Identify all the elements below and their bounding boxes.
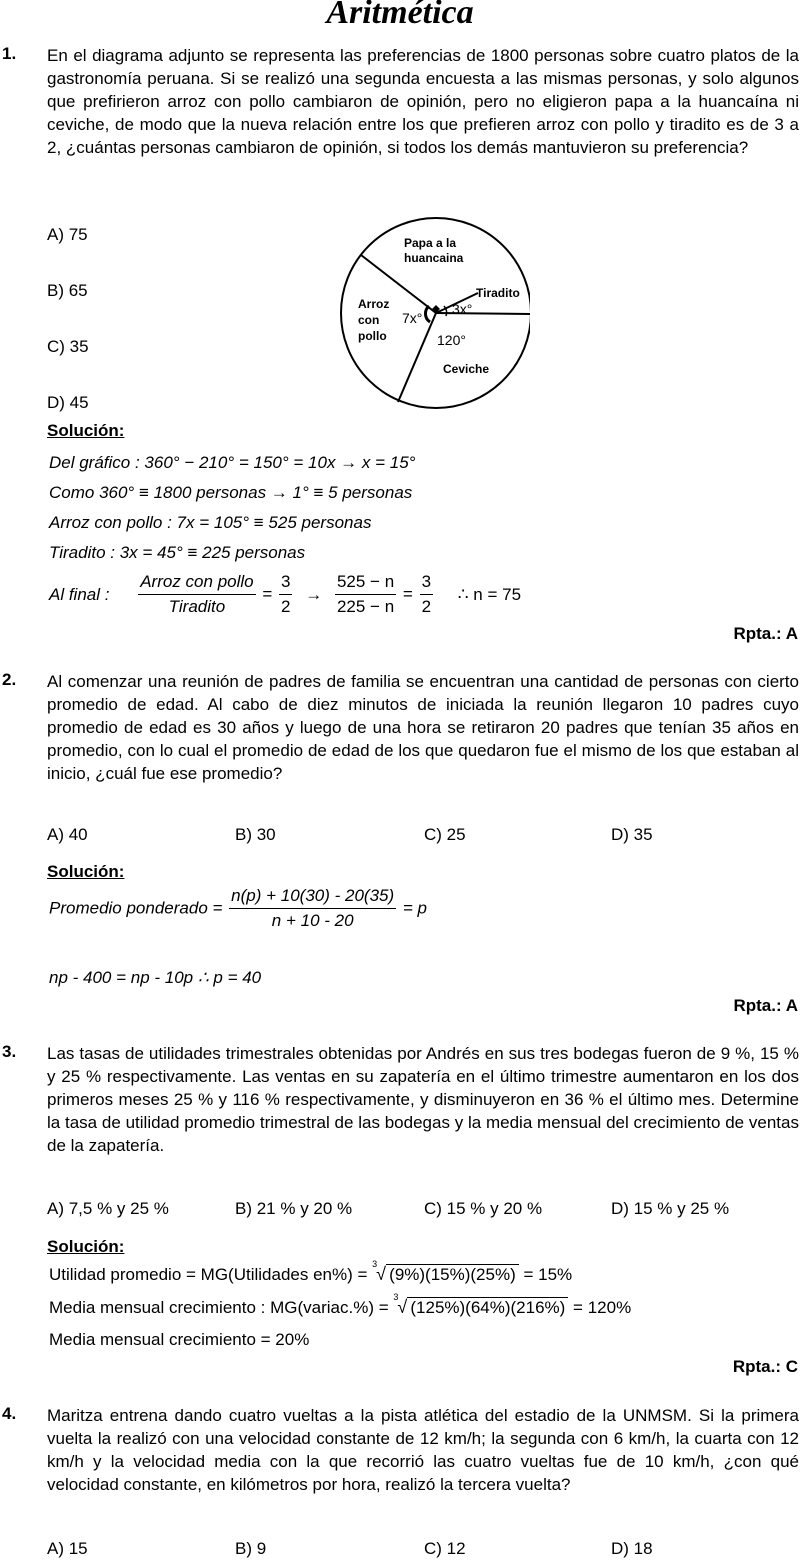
pie-chart — [340, 215, 530, 415]
option-a: A) 7,5 % y 25 % — [47, 1199, 169, 1218]
angle-label: 7x° — [402, 310, 423, 326]
question-number: 1. — [2, 44, 17, 63]
slice-label: huancaina — [404, 251, 464, 265]
option-c: C) 15 % y 20 % — [424, 1199, 543, 1218]
solution-equation: Al final : $\frac{\text{Arroz con pollo}}{\text{Tiradito}}$ = $\frac{3}{2}$ → $\frac{525 - n}{225 - n}$ = $\frac{3}{2}$ ∴ n = 75 — [49, 570, 521, 619]
question-number: 3. — [2, 1042, 17, 1061]
solution-line: Arroz con pollo : 7x = 105° ≡ 525 personas — [49, 513, 372, 532]
answer: Rpta.: C — [732, 1357, 798, 1376]
pie-divider — [398, 313, 436, 402]
slice-label: Papa a la — [404, 236, 457, 250]
slice-label: Ceviche — [443, 362, 490, 376]
solution-line: Utilidad promedio = MG(Utilidades en%) = 3 √ (9%)(15%)(25%) = 15% — [49, 1259, 573, 1284]
solution-label: Solución: — [47, 1237, 125, 1256]
option-a: A) 40 — [47, 825, 88, 844]
question-text: Maritza entrena dando cuatro vueltas a la pista atlética del estadio de la UNMSM. Si la primera vuelta la realizó con una velocidad constante de 12 km/h; la segunda con 6 km/h, la cuarta con 12 km/h y la velocidad media con la que recorrió las cuatro vueltas fue de 10 km/h, ¿con qué velocidad constante, en kilómetros por hora, realizó la tercera vuelta? — [47, 1406, 799, 1494]
fraction: $\frac{\text{Arroz con pollo}}{\text{Tiradito}}$ — [140, 572, 254, 616]
option-b: B) 30 — [235, 825, 276, 844]
solution-line: np - 400 = np - 10p ∴ p = 40 — [49, 968, 262, 987]
solution-label: Solución: — [47, 862, 125, 881]
pie-divider — [436, 313, 530, 314]
option-d: D) 18 — [611, 1539, 653, 1558]
option-d: D) 15 % y 25 % — [611, 1199, 730, 1218]
solution-equation: Promedio ponderado = $\frac{n(p) + 10(30) - 20(35)}{n + 10 - 20}$ = p — [49, 884, 427, 933]
slice-label: Tiradito — [476, 286, 520, 300]
page-title: Aritmética — [326, 0, 474, 31]
fraction: $\frac{525 - n}{225 - n}$ — [336, 572, 395, 616]
answer: Rpta.: A — [733, 624, 798, 643]
option-a: A) 15 — [47, 1539, 88, 1558]
option-d: D) 45 — [47, 393, 89, 412]
solution-line: Del gráfico : 360° − 210° = 150° = 10x → x = 15° — [49, 453, 416, 472]
angle-label: 3x° — [452, 301, 473, 317]
cube-root: 3 √ (9%)(15%)(25%) — [372, 1265, 519, 1285]
option-b: B) 9 — [235, 1539, 267, 1558]
question-number: 4. — [2, 1404, 17, 1423]
solution-line: Media mensual crecimiento : MG(variac.%) = 3 √ (125%)(64%)(216%) = 120% — [49, 1292, 632, 1317]
option-a: A) 75 — [47, 225, 88, 244]
option-c: C) 35 — [47, 337, 89, 356]
slice-label: con — [358, 313, 380, 327]
question-number: 2. — [2, 670, 17, 689]
solution-line: Media mensual crecimiento = 20% — [49, 1330, 310, 1349]
solution-line: Como 360° ≡ 1800 personas → 1° ≡ 5 personas — [49, 483, 413, 502]
option-c: C) 12 — [424, 1539, 466, 1558]
cube-root: 3 √ (125%)(64%)(216%) — [393, 1298, 568, 1318]
fraction: $\frac{n(p) + 10(30) - 20(35)}{n + 10 - 20}$ — [231, 886, 395, 930]
fraction: $\frac{3}{2}$ — [281, 572, 291, 616]
question-text: En el diagrama adjunto se representa las preferencias de 1800 personas sobre cuatro platos de la gastronomía peruana. Si se realizó una segunda encuesta a las mismas personas, y solo algunos que prefirieron arroz con pollo cambiaron de opinión, pero no eligieron papa a la huancaína ni ceviche, de modo que la nueva relación entre los que prefieren arroz con pollo y tiradito es de 3 a 2, ¿cuántas personas cambiaron de opinión, si todos los demás mantuvieron su preferencia? — [47, 46, 799, 157]
option-d: D) 35 — [611, 825, 653, 844]
solution-label: Solución: — [47, 421, 125, 440]
question-text: Las tasas de utilidades trimestrales obtenidas por Andrés en sus tres bodegas fueron de 9 %, 15 % y 25 % respectivamente. Las ventas en su zapatería en el último trimestre aumentaron en los dos primeros meses 25 % y 116 % respectivamente, y disminuyeron en 36 % el último mes. Determine la tasa de utilidad promedio trimestral de las bodegas y la media mensual del crecimiento de ventas de la zapatería. — [47, 1044, 799, 1155]
answer: Rpta.: A — [733, 996, 798, 1015]
slice-label: Arroz — [358, 297, 390, 311]
solution-line: Tiradito : 3x = 45° ≡ 225 personas — [49, 543, 306, 562]
question-text: Al comenzar una reunión de padres de familia se encuentran una cantidad de personas con cierto promedio de edad. Al cabo de diez minutos de iniciada la reunión llegaron 10 padres cuyo promedio de edad es 30 años y luego de una hora se retiraron 20 padres que tenían 35 años en promedio, con lo cual el promedio de edad de los que quedaron fue el mismo de los que estaban al inicio, ¿cuál fue ese promedio? — [47, 672, 799, 783]
angle-label: 120° — [437, 332, 466, 348]
option-c: C) 25 — [424, 825, 466, 844]
fraction: $\frac{3}{2}$ — [421, 572, 432, 616]
option-b: B) 21 % y 20 % — [235, 1199, 353, 1218]
slice-label: pollo — [358, 329, 387, 343]
option-b: B) 65 — [47, 281, 88, 300]
